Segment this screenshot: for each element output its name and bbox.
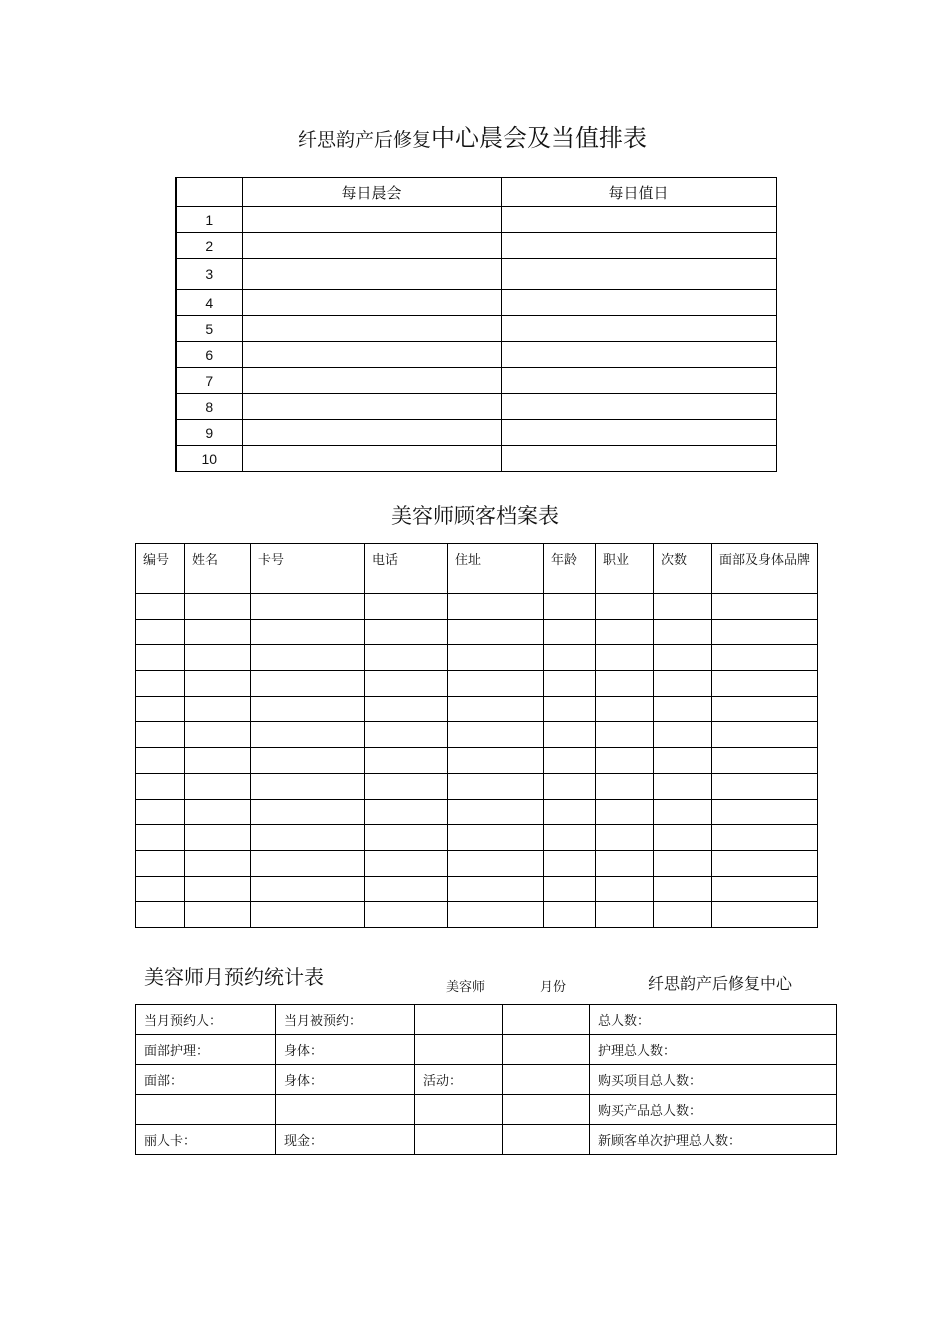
schedule-cell-meeting[interactable] (242, 446, 501, 472)
profile-row (136, 619, 818, 645)
monthly-cell[interactable] (415, 1035, 503, 1065)
schedule-cell-duty[interactable] (501, 446, 776, 472)
monthly-cell[interactable] (276, 1095, 415, 1125)
profile-cell[interactable] (544, 825, 596, 851)
profile-header-cell: 职业 (596, 544, 654, 594)
profile-cell[interactable] (136, 876, 185, 902)
profile-cell[interactable] (544, 748, 596, 774)
schedule-title (0, 118, 945, 153)
monthly-cell[interactable] (415, 1005, 503, 1035)
profile-header-cell: 住址 (448, 544, 544, 594)
schedule-cell-meeting[interactable] (242, 368, 501, 394)
monthly-cell: 当月预约人： (136, 1005, 276, 1035)
profile-cell[interactable] (185, 876, 251, 902)
profile-cell[interactable] (712, 594, 818, 620)
profile-cell[interactable] (448, 799, 544, 825)
profile-row (136, 748, 818, 774)
schedule-row (176, 316, 776, 342)
profile-cell[interactable] (251, 773, 365, 799)
schedule-cell-meeting[interactable] (242, 259, 501, 290)
profile-row (136, 594, 818, 620)
profile-cell[interactable] (448, 902, 544, 928)
profile-cell[interactable] (596, 645, 654, 671)
profile-cell[interactable] (448, 619, 544, 645)
profile-cell[interactable] (596, 773, 654, 799)
schedule-row (176, 207, 776, 233)
profile-cell[interactable] (185, 696, 251, 722)
schedule-title-part1: 纤思韵产后修复 (297, 129, 431, 151)
schedule-table (175, 177, 777, 472)
profile-cell[interactable] (654, 850, 712, 876)
profile-cell[interactable] (596, 594, 654, 620)
monthly-cell[interactable] (503, 1095, 590, 1125)
profile-cell[interactable] (712, 619, 818, 645)
profile-cell[interactable] (712, 748, 818, 774)
profile-body (136, 594, 818, 928)
schedule-cell-duty[interactable] (501, 290, 776, 316)
profile-cell[interactable] (365, 902, 448, 928)
monthly-cell[interactable] (503, 1125, 590, 1155)
profile-cell[interactable] (712, 773, 818, 799)
profile-cell[interactable] (365, 696, 448, 722)
profile-cell[interactable] (365, 850, 448, 876)
schedule-row-number: 9 (176, 420, 242, 446)
profile-row (136, 850, 818, 876)
monthly-cell: 当月被预约： (276, 1005, 415, 1035)
profile-header-cell: 编号 (136, 544, 185, 594)
profile-cell[interactable] (185, 773, 251, 799)
profile-cell[interactable] (365, 799, 448, 825)
profile-cell[interactable] (596, 748, 654, 774)
profile-cell[interactable] (596, 825, 654, 851)
profile-row (136, 825, 818, 851)
profile-cell[interactable] (544, 645, 596, 671)
profile-cell[interactable] (251, 619, 365, 645)
profile-cell[interactable] (136, 850, 185, 876)
schedule-cell-meeting[interactable] (242, 420, 501, 446)
profile-cell[interactable] (712, 876, 818, 902)
monthly-cell: 身体： (276, 1035, 415, 1065)
profile-cell[interactable] (654, 773, 712, 799)
profile-row (136, 696, 818, 722)
month-label: 月份 (540, 980, 567, 995)
profile-cell[interactable] (185, 671, 251, 697)
profile-cell[interactable] (544, 722, 596, 748)
profile-cell[interactable] (365, 748, 448, 774)
profile-cell[interactable] (136, 902, 185, 928)
schedule-row (176, 290, 776, 316)
profile-cell[interactable] (544, 902, 596, 928)
profile-cell[interactable] (136, 619, 185, 645)
schedule-row-number: 1 (176, 207, 242, 233)
profile-cell[interactable] (654, 825, 712, 851)
schedule-cell-duty[interactable] (501, 420, 776, 446)
schedule-cell-duty[interactable] (501, 207, 776, 233)
profile-cell[interactable] (544, 594, 596, 620)
monthly-cell: 购买项目总人数： (590, 1065, 837, 1095)
profile-cell[interactable] (136, 825, 185, 851)
profile-table (135, 543, 818, 928)
profile-cell[interactable] (596, 671, 654, 697)
profile-cell[interactable] (596, 902, 654, 928)
schedule-cell-duty[interactable] (501, 259, 776, 290)
schedule-header-cell: 每日值日 (501, 178, 776, 207)
schedule-row-number: 6 (176, 342, 242, 368)
monthly-cell: 总人数： (590, 1005, 837, 1035)
monthly-row (136, 1035, 837, 1065)
profile-cell[interactable] (365, 773, 448, 799)
center-name: 纤思韵产后修复中心 (648, 974, 793, 993)
profile-title: 美容师顾客档案表 (391, 504, 559, 528)
profile-cell[interactable] (654, 902, 712, 928)
profile-cell[interactable] (654, 645, 712, 671)
profile-header-cell: 面部及身体品牌 (712, 544, 818, 594)
schedule-cell-duty[interactable] (501, 368, 776, 394)
profile-cell[interactable] (448, 696, 544, 722)
profile-cell[interactable] (544, 876, 596, 902)
schedule-cell-meeting[interactable] (242, 207, 501, 233)
profile-cell[interactable] (448, 748, 544, 774)
profile-cell[interactable] (251, 902, 365, 928)
profile-cell[interactable] (365, 825, 448, 851)
profile-cell[interactable] (596, 799, 654, 825)
profile-row (136, 876, 818, 902)
profile-header-cell: 年龄 (544, 544, 596, 594)
profile-cell[interactable] (544, 799, 596, 825)
monthly-cell[interactable] (503, 1065, 590, 1095)
monthly-cell[interactable] (503, 1005, 590, 1035)
schedule-row (176, 259, 776, 290)
profile-cell[interactable] (596, 722, 654, 748)
profile-cell[interactable] (712, 825, 818, 851)
monthly-cell: 购买产品总人数： (590, 1095, 837, 1125)
monthly-cell: 现金： (276, 1125, 415, 1155)
profile-cell[interactable] (654, 876, 712, 902)
profile-row (136, 902, 818, 928)
profile-cell[interactable] (712, 799, 818, 825)
profile-cell[interactable] (654, 671, 712, 697)
profile-cell[interactable] (136, 722, 185, 748)
profile-cell[interactable] (654, 594, 712, 620)
profile-cell[interactable] (712, 696, 818, 722)
profile-cell[interactable] (251, 594, 365, 620)
profile-cell[interactable] (448, 671, 544, 697)
monthly-cell[interactable] (136, 1095, 276, 1125)
profile-cell[interactable] (365, 645, 448, 671)
schedule-header-row (176, 178, 776, 207)
profile-cell[interactable] (448, 825, 544, 851)
profile-row (136, 645, 818, 671)
profile-cell[interactable] (448, 722, 544, 748)
profile-cell[interactable] (596, 850, 654, 876)
profile-cell[interactable] (251, 671, 365, 697)
monthly-cell[interactable] (415, 1095, 503, 1125)
profile-row (136, 799, 818, 825)
profile-cell[interactable] (136, 696, 185, 722)
profile-cell[interactable] (251, 748, 365, 774)
profile-cell[interactable] (365, 671, 448, 697)
schedule-cell-meeting[interactable] (242, 342, 501, 368)
profile-cell[interactable] (136, 773, 185, 799)
schedule-row (176, 233, 776, 259)
schedule-cell-duty[interactable] (501, 394, 776, 420)
profile-header-cell: 电话 (365, 544, 448, 594)
profile-cell[interactable] (136, 799, 185, 825)
schedule-cell-meeting[interactable] (242, 290, 501, 316)
schedule-row (176, 394, 776, 420)
profile-cell[interactable] (712, 902, 818, 928)
profile-cell[interactable] (448, 773, 544, 799)
profile-cell[interactable] (544, 671, 596, 697)
profile-cell[interactable] (251, 799, 365, 825)
monthly-cell: 护理总人数： (590, 1035, 837, 1065)
profile-cell[interactable] (185, 722, 251, 748)
profile-cell[interactable] (185, 594, 251, 620)
profile-cell[interactable] (365, 876, 448, 902)
profile-cell[interactable] (596, 619, 654, 645)
monthly-cell: 丽人卡： (136, 1125, 276, 1155)
schedule-row-number: 10 (176, 446, 242, 472)
profile-cell[interactable] (136, 645, 185, 671)
profile-cell[interactable] (136, 594, 185, 620)
schedule-cell-meeting[interactable] (242, 394, 501, 420)
schedule-row-number: 8 (176, 394, 242, 420)
profile-cell[interactable] (185, 799, 251, 825)
schedule-row-number: 7 (176, 368, 242, 394)
profile-cell[interactable] (654, 619, 712, 645)
schedule-row-number: 4 (176, 290, 242, 316)
profile-cell[interactable] (251, 825, 365, 851)
profile-cell[interactable] (185, 619, 251, 645)
schedule-cell-duty[interactable] (501, 316, 776, 342)
schedule-cell-meeting[interactable] (242, 316, 501, 342)
schedule-row-number: 5 (176, 316, 242, 342)
schedule-header-cell (176, 178, 242, 207)
profile-row (136, 722, 818, 748)
schedule-header-cell: 每日晨会 (242, 178, 501, 207)
profile-row (136, 671, 818, 697)
monthly-cell: 活动： (415, 1065, 503, 1095)
profile-cell[interactable] (654, 799, 712, 825)
profile-cell[interactable] (654, 722, 712, 748)
profile-cell[interactable] (448, 645, 544, 671)
beautician-label: 美容师 (446, 980, 486, 995)
monthly-cell: 面部护理： (136, 1035, 276, 1065)
profile-cell[interactable] (544, 696, 596, 722)
profile-cell[interactable] (185, 645, 251, 671)
monthly-row (136, 1095, 837, 1125)
profile-cell[interactable] (448, 876, 544, 902)
monthly-row (136, 1005, 837, 1035)
profile-cell[interactable] (185, 825, 251, 851)
profile-cell[interactable] (596, 876, 654, 902)
schedule-title-part2: 中心晨会及当值排表 (431, 124, 647, 152)
profile-cell[interactable] (185, 902, 251, 928)
profile-cell[interactable] (136, 671, 185, 697)
profile-cell[interactable] (251, 850, 365, 876)
profile-header-row (136, 544, 818, 594)
monthly-table (135, 1004, 837, 1155)
profile-cell[interactable] (544, 850, 596, 876)
monthly-title: 美容师月预约统计表 (144, 965, 324, 989)
monthly-cell[interactable] (503, 1035, 590, 1065)
monthly-cell[interactable] (415, 1125, 503, 1155)
schedule-row-number: 3 (176, 259, 242, 290)
profile-cell[interactable] (544, 619, 596, 645)
profile-cell[interactable] (251, 722, 365, 748)
profile-header-cell: 次数 (654, 544, 712, 594)
schedule-row-number: 2 (176, 233, 242, 259)
profile-cell[interactable] (365, 722, 448, 748)
schedule-cell-meeting[interactable] (242, 233, 501, 259)
profile-cell[interactable] (251, 645, 365, 671)
schedule-row (176, 420, 776, 446)
profile-cell[interactable] (185, 850, 251, 876)
schedule-row (176, 342, 776, 368)
monthly-cell: 身体： (276, 1065, 415, 1095)
profile-cell[interactable] (712, 722, 818, 748)
profile-cell[interactable] (596, 696, 654, 722)
profile-cell[interactable] (654, 696, 712, 722)
profile-cell[interactable] (251, 696, 365, 722)
schedule-cell-duty[interactable] (501, 233, 776, 259)
profile-header-cell: 姓名 (185, 544, 251, 594)
schedule-row (176, 446, 776, 472)
monthly-row (136, 1065, 837, 1095)
schedule-row (176, 368, 776, 394)
profile-cell[interactable] (185, 748, 251, 774)
profile-cell[interactable] (712, 671, 818, 697)
monthly-cell: 新顾客单次护理总人数： (590, 1125, 837, 1155)
profile-cell[interactable] (654, 748, 712, 774)
profile-cell[interactable] (365, 619, 448, 645)
profile-cell[interactable] (712, 645, 818, 671)
profile-header-cell: 卡号 (251, 544, 365, 594)
monthly-row (136, 1125, 837, 1155)
profile-cell[interactable] (448, 850, 544, 876)
schedule-cell-duty[interactable] (501, 342, 776, 368)
monthly-cell: 面部： (136, 1065, 276, 1095)
profile-cell[interactable] (712, 850, 818, 876)
profile-cell[interactable] (365, 594, 448, 620)
profile-cell[interactable] (251, 876, 365, 902)
profile-cell[interactable] (448, 594, 544, 620)
profile-cell[interactable] (544, 773, 596, 799)
profile-cell[interactable] (136, 748, 185, 774)
profile-row (136, 773, 818, 799)
